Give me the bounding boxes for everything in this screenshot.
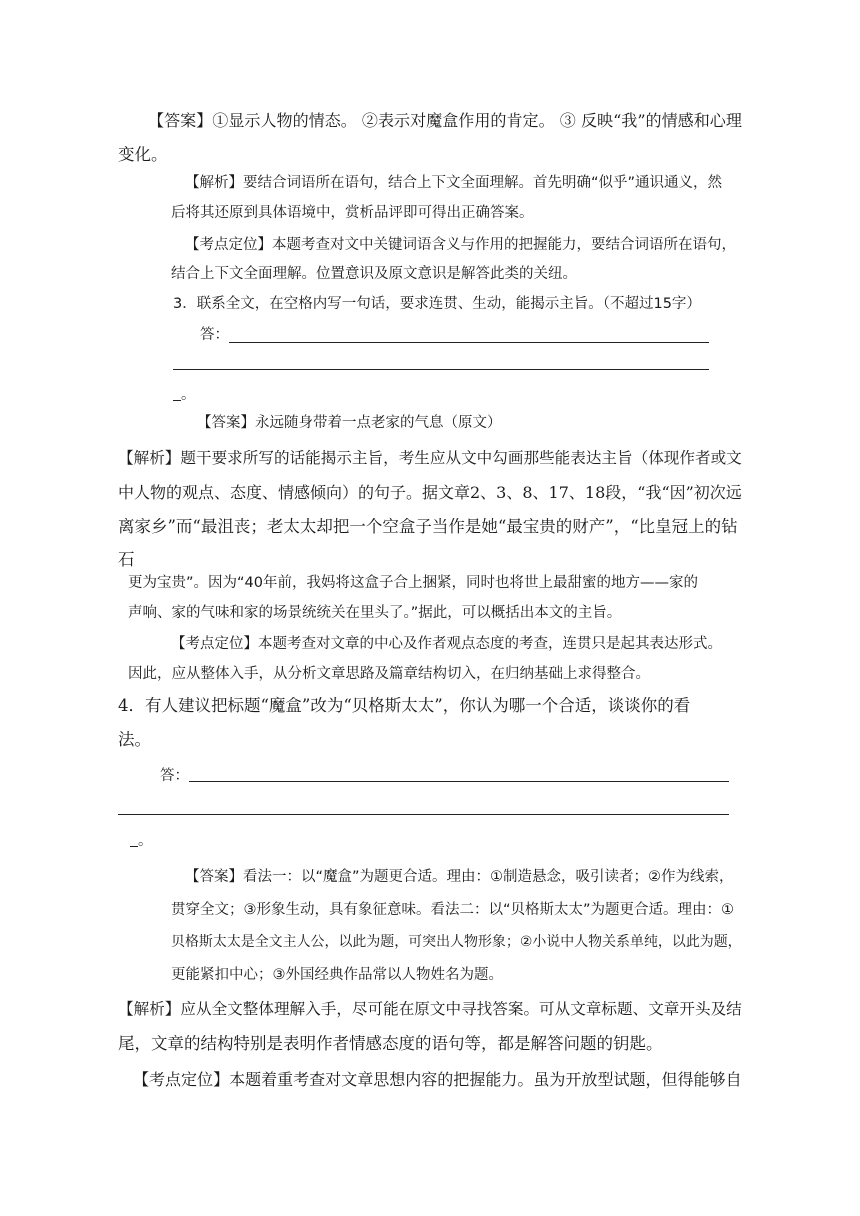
q4-question-l2: 法。 — [118, 730, 151, 749]
q2-kaodian-l1: 【考点定位】本题考查对文中关键词语含义与作用的把握能力，要结合词语所在语句， — [185, 237, 736, 253]
q4-answer-line-2 — [118, 814, 729, 815]
q2-kaodian-l2: 结合上下文全面理解。位置意识及原文意识是解答此类的关纽。 — [171, 266, 577, 282]
q3-answer-line-2 — [173, 369, 709, 370]
q4-question-l1: 4．有人建议把标题“魔盒”改为“贝格斯太太”，你认为哪一个合适，谈谈你的看 — [118, 696, 691, 715]
q3-analysis-l5: 更为宝贵”。因为“40年前，我妈将这盒子合上捆紧，同时也将世上最甜蜜的地方——家的 — [128, 575, 698, 591]
q4-answer-l2: 贯穿全文；③形象生动，具有象征意味。看法二：以“贝格斯太太”为题更合适。理由：① — [171, 902, 735, 918]
q2-answer-label: 【答案】 — [148, 111, 213, 130]
q4-answer-l1: 【答案】看法一：以“魔盒”为题更合适。理由：①制造悬念，吸引读者；②作为线索， — [185, 869, 734, 885]
q4-analysis-l2: 尾，文章的结构特别是表明作者情感态度的语句等，都是解答问题的钥匙。 — [118, 1034, 663, 1053]
q3-analysis-l1: 【解析】题干要求所写的话能揭示主旨，考生应从文中勾画那些能表达主旨（体现作者或文 — [118, 449, 742, 467]
q3-kaodian-l2: 因此，应从整体入手，从分析文章思路及篇章结构切入，在归纳基础上求得整合。 — [128, 666, 650, 682]
q3-analysis-l6: 声响、家的气味和家的场景统统关在里头了。”据此，可以概括出本文的主旨。 — [128, 605, 622, 621]
q2-answer-cont: 变化。 — [118, 145, 168, 164]
q3-answer-line-3 — [173, 400, 181, 401]
q3-answer-prompt: 答： — [200, 327, 229, 343]
q3-question: 3．联系全文，在空格内写一句话，要求连贯、生动，能揭示主旨。（不超过15字） — [173, 296, 701, 312]
q4-answer-line-3 — [130, 846, 138, 847]
q4-answer-l3: 贝格斯太太是全文主人公，以此为题，可突出人物形象；②小说中人物关系单纯，以此为题， — [171, 934, 742, 950]
q4-answer-line-1 — [189, 781, 729, 782]
q3-answer-line-1 — [229, 342, 709, 343]
q2-analysis-l1: 【解析】要结合词语所在语句，结合上下文全面理解。首先明确“似乎”通识通义，然 — [185, 175, 723, 191]
q4-answer-l4: 更能紧扣中心；③外国经典作品常以人物姓名为题。 — [171, 967, 503, 983]
q3-answer: 【答案】永远随身带着一点老家的气息（原文） — [197, 415, 502, 431]
q2-answer — [148, 113, 742, 129]
q4-answer-prompt: 答： — [160, 768, 189, 784]
q4-kaodian-l1: 【考点定位】本题着重考查对文章思想内容的把握能力。虽为开放型试题，但得能够自 — [133, 1070, 742, 1089]
q4-analysis-l1: 【解析】应从全文整体理解入手，尽可能在原文中寻找答案。可从文章标题、文章开头及结 — [118, 1000, 742, 1018]
q3-analysis-l3: 离家乡”而“最沮丧；老太太却把一个空盒子当作是她“最宝贵的财产”，“比皇冠上的钻 — [118, 517, 738, 536]
q2-answer-text: ①显示人物的情态。 ②表示对魔盒作用的肯定。 ③ 反映“我”的情感和心理 — [212, 111, 742, 130]
q3-analysis-l4: 石 — [118, 550, 135, 569]
q3-kaodian-l1: 【考点定位】本题考查对文章的中心及作者观点态度的考查，连贯只是起其表达形式。 — [171, 636, 722, 652]
q4-end-mark: 。 — [138, 833, 153, 849]
q3-end-mark: 。 — [181, 387, 196, 403]
q3-analysis-l2: 中人物的观点、态度、情感倾向）的句子。据文章2、3、8、17、18段，“我“因”初次远 — [118, 483, 742, 502]
q2-analysis-l2: 后将其还原到具体语境中，赏析品评即可得出正确答案。 — [171, 205, 534, 221]
